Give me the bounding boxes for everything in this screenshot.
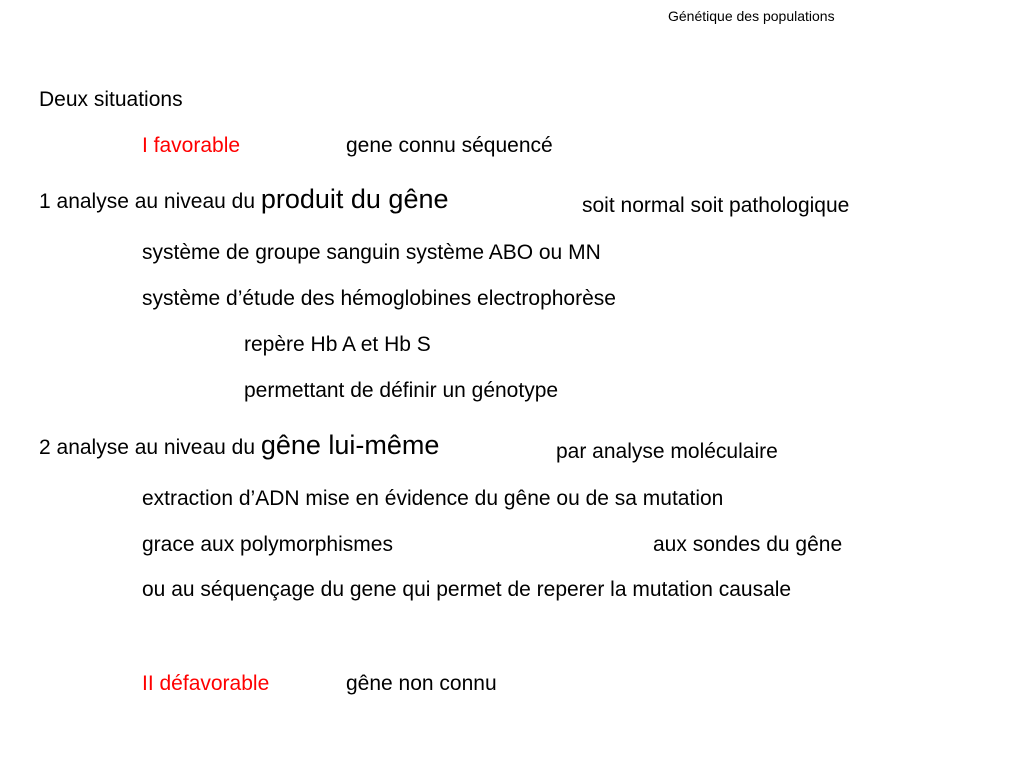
analysis1-prefix: 1 analyse au niveau du bbox=[39, 190, 261, 213]
case2-description: gêne non connu bbox=[346, 672, 497, 695]
analysis2-prefix: 2 analyse au niveau du bbox=[39, 436, 261, 459]
case1-description: gene connu séquencé bbox=[346, 134, 553, 157]
analysis2-line3: ou au séquençage du gene qui permet de reperer la mutation causale bbox=[142, 578, 792, 601]
case2-label: II défavorable bbox=[142, 672, 270, 695]
analysis2-line2-right: aux sondes du gêne bbox=[653, 533, 843, 556]
slide-header-title: Génétique des populations bbox=[668, 8, 835, 24]
analysis2-line2-left: grace aux polymorphismes bbox=[142, 533, 393, 556]
analysis2-line1: extraction d’ADN mise en évidence du gêne ou de sa mutation bbox=[142, 487, 724, 510]
analysis1-suffix: soit normal soit pathologique bbox=[582, 194, 850, 217]
analysis1-line1: système de groupe sanguin système ABO ou MN bbox=[142, 241, 601, 264]
intro-text: Deux situations bbox=[39, 88, 183, 111]
analysis1-emphasis: produit du gêne bbox=[260, 184, 449, 214]
analysis1-line2: système d’étude des hémoglobines electrophorèse bbox=[142, 287, 616, 310]
case1-label: I favorable bbox=[142, 134, 241, 157]
analysis1-heading bbox=[39, 186, 449, 215]
analysis2-emphasis: gêne lui-même bbox=[260, 430, 440, 460]
analysis2-heading bbox=[39, 432, 439, 461]
analysis2-suffix: par analyse moléculaire bbox=[556, 440, 778, 463]
analysis1-line3: repère Hb A et Hb S bbox=[244, 333, 431, 356]
analysis1-line4: permettant de définir un génotype bbox=[244, 379, 559, 402]
